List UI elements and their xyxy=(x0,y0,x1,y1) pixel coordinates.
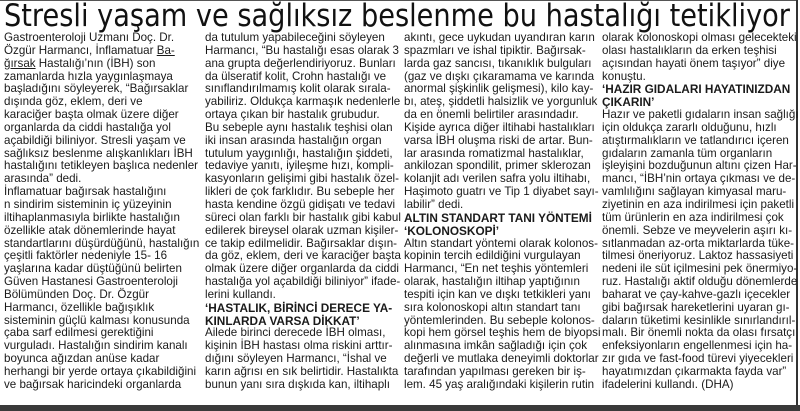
text-line: labilir” dedi. xyxy=(404,197,464,211)
text-line: tedaviye yanıtı, iyileşme hızı, kompli- xyxy=(205,159,394,173)
text-line: çaba sarf edilmesi gerektiğini xyxy=(4,326,154,340)
text-line: karın ağrısı en sık belirtidir. Hastalıkta xyxy=(205,364,399,378)
text-line: da ülseratif kolit, Crohn hastalığı ve xyxy=(205,69,387,83)
text-line: Kişide ayrıca diğer iltihabi hastalıkları xyxy=(404,120,595,134)
text-line: gıdaların zamanla tüm organların xyxy=(602,146,773,160)
text-line: özellikle atak dönemlerinde hayat xyxy=(4,223,176,237)
text-line: olarak, hastalığın iltihap yaptığının xyxy=(404,275,580,289)
text-line: nedeni ile süt içilmesini pek önermiyo- xyxy=(602,262,798,276)
text-line: için oldukça zararlı olduğunu, hızlı xyxy=(602,120,777,134)
text-line: bı, ateş, şiddetli halsizlik ve yorgunluk xyxy=(404,95,598,109)
text-line: kolanjit adı verilen safra yolu iltihabı, xyxy=(404,172,591,186)
text-line: da en önemli belirtiler arasındadır. xyxy=(404,108,579,122)
text-line: spazmları ve ishal tipiktir. Bağırsak- xyxy=(404,43,586,57)
text-line: edilerek bireysel olarak uzman kişiler- xyxy=(205,223,399,237)
text-line: ce takip edilmelidir. Bağırsaklar dışın- xyxy=(205,236,398,250)
text-segment: KINLARDA VARSA DİKKAT’ xyxy=(205,313,360,328)
text-line: zamanlarda hızla yaygınlaşmaya xyxy=(4,69,173,83)
text-line: sağlıksız beslenme alışkanlıkları İBH xyxy=(4,146,193,160)
text-line: malı. Bir önemli nokta da olası fırsatçı xyxy=(602,326,796,340)
text-line: herhangi bir yerde ortaya çıkabildiğini xyxy=(4,364,197,378)
text-line: vurguladı. Hastalığın sindirim kanalı xyxy=(4,339,188,353)
text-line: sıtlanmadan az-orta miktarlarda tüke- xyxy=(602,236,795,250)
text-line: larda gaz sancısı, tıkanıklık bulguları xyxy=(404,56,592,70)
text-segment: Gastroenteroloji Uzmanı Doç. Dr. xyxy=(4,31,175,44)
subheading-line xyxy=(404,225,600,238)
text-line: hasta kendine özgü gidişatı ve tedavi xyxy=(205,197,396,211)
text-line: da göz, eklem, deri ve karaciğer başta xyxy=(205,249,401,263)
headline xyxy=(4,0,792,34)
text-line: tarafından yapılması gereken bir iş- xyxy=(404,364,586,378)
text-line: kopinin tercih edildiğini vurgulayan xyxy=(404,249,581,263)
clipping-border-bottom xyxy=(0,405,800,411)
text-line: (gaz ve dışkı çıkaramama ve karında xyxy=(404,69,595,83)
text-line: ankilozan spondilit, primer sklerozan xyxy=(404,159,591,173)
text-line: likleri de çok farklıdır. Bu sebeple her xyxy=(205,185,395,199)
text-line: enfeksiyonların engellenmesi için ha- xyxy=(602,339,793,353)
text-line: başladığını söyleyerek, “Bağırsaklar xyxy=(4,82,189,96)
text-segment: ALTIN STANDART TANI YÖNTEMİ xyxy=(404,210,592,225)
text-line: önemli. Sebze ve meyvelerin aşırı kı- xyxy=(602,223,793,237)
text-line: gibi bağırsak hareketlerini uyaran gı- xyxy=(602,300,790,314)
text-line: yabiliriz. Oldukça karmaşık nedenlerle xyxy=(205,95,401,109)
text-line: akıntı, gece uykudan uyandıran karın xyxy=(404,31,595,44)
text-segment: Özgür Harmancı, İnflamatuar xyxy=(4,43,157,57)
text-line: baharat ve çay-kahve-gazlı içecekler xyxy=(602,287,791,301)
text-line: karaciğer başta olmak üzere diğer xyxy=(4,108,179,122)
article-column-1 xyxy=(4,32,200,392)
text-line: ziyetinin en aza indirilmesi için paketli xyxy=(602,197,795,211)
text-line: iltihaplanmasıyla birlikte hastalığın xyxy=(4,210,180,224)
text-line: Harmancı, özellikle bağışıklık xyxy=(4,300,155,314)
text-line: Altın standart yöntemi olarak kolonos- xyxy=(404,236,598,250)
text-segment: ÇIKARIN’ xyxy=(602,95,655,110)
text-line: sisteminin güçlü kalması konusunda xyxy=(4,313,190,327)
text-line: tüm ürünlerin en aza indirilmesi çok xyxy=(602,210,784,224)
text-line: da tutulum yapabileceğini söyleyen xyxy=(205,31,385,44)
text-line: ve bağırsak haricindeki organlarda xyxy=(4,377,182,391)
text-line: hastalığını tetikleyen başlıca nedenler xyxy=(4,159,198,173)
text-line: sıra kolonoskopi altın standart tanı xyxy=(404,300,581,314)
underlined-text: ğırsak xyxy=(4,56,36,70)
text-line: ortaya çıkan bir hastalık grubudur. xyxy=(205,108,380,122)
text-line: konuştu. xyxy=(602,69,646,83)
article-column-2 xyxy=(205,32,401,392)
text-line: süreci olan farklı bir hastalık gibi kabul xyxy=(205,210,401,224)
text-line: lerini kullandı. xyxy=(205,287,276,301)
text-line: alınmasına imkân sağladığı için çok xyxy=(404,339,588,353)
text-line: dığını söyleyen Harmancı, “İshal ve xyxy=(205,352,387,366)
text-line: Hazır ve paketli gıdaların insan sağlığı xyxy=(602,108,799,122)
text-line: Ailede birinci derecede İBH olması, xyxy=(205,326,386,340)
text-line: olmak üzere diğer organlarda da ciddi xyxy=(205,262,399,276)
text-segment: ‘HASTALIK, BİRİNCİ DERECE YA- xyxy=(205,300,393,315)
text-line: Haşimoto guatrı ve Tip 1 diyabet sayı- xyxy=(404,185,599,199)
text-line: ifadelerini kullandı. (DHA) xyxy=(602,377,734,391)
text-line: n sindirim sisteminin iç yüzeyinin xyxy=(4,197,172,211)
text-line: tutulum yaygınlığı, hastalığın şiddeti, xyxy=(205,146,393,160)
text-line: zır gıda ve fast-food türevi yiyecekleri xyxy=(602,352,794,366)
article-column-3 xyxy=(404,32,600,392)
text-line: olası hastalıkların da erken teşhisi xyxy=(602,43,777,57)
underlined-text: Ba- xyxy=(156,43,175,57)
text-line: ana grupta değerlendiriyoruz. Bunları xyxy=(205,56,396,70)
text-line: mancı, “İBH’nin ortaya çıkması ve de- xyxy=(602,172,796,186)
text-line: hayatımızdan çıkarmakta fayda var” xyxy=(602,364,787,378)
text-line: yaşlarına kadar düştüğünü belirten xyxy=(4,262,182,276)
text-line: Bu sebeple aynı hastalık teşhisi olan xyxy=(205,120,393,134)
text-line: işleyişini bozduğunun altını çizen Har- xyxy=(602,159,797,173)
text-line: Harmancı, “En net teşhis yöntemleri xyxy=(404,262,589,276)
headline-text: Stresli yaşam ve sağlıksız beslenme bu hastalığı tetikliyor xyxy=(4,0,791,34)
text-line: kişinin İBH hastası olma riskini arttır- xyxy=(205,339,393,353)
text-line: kasyonların gelişimi gibi hastalık özel- xyxy=(205,172,399,186)
text-line: hastalığa yol açabildiği biliniyor” ifade- xyxy=(205,275,401,289)
text-line: lem. 45 yaş aralığındaki kişilerin rutin xyxy=(404,377,595,391)
article-column-4 xyxy=(602,32,798,392)
text-line: olarak kolonoskopi olması gelecekteki xyxy=(602,31,797,44)
text-segment: Hastalığı’nın (İBH) son xyxy=(35,56,156,70)
text-line: vamlılığını sağlayan kimyasal maru- xyxy=(602,185,787,199)
text-line xyxy=(4,58,200,71)
text-line: Bölümünden Doç. Dr. Özgür xyxy=(4,287,149,301)
text-line: Güven Hastanesi Gastroenteroloji xyxy=(4,275,178,289)
text-line: dışında göz, eklem, deri ve xyxy=(4,95,143,109)
text-line: arasında” dedi. xyxy=(4,172,82,186)
text-line: ruz. Hastalığı aktif olduğu dönemlerde xyxy=(602,275,798,289)
text-line: açısından hayati önem taşıyor” diye xyxy=(602,56,786,70)
text-line: anormal şişkinlik gelişmesi), kilo kay- xyxy=(404,82,594,96)
text-line: Harmancı, “Bu hastalığı esas olarak 3 xyxy=(205,43,399,57)
text-line: standartlarını düşürdüğünü, hastalığın xyxy=(4,236,200,250)
text-line: lar arasında romatizmal hastalıklar, xyxy=(404,146,584,160)
text-line: açabildiği biliniyor. Stresli yaşam ve xyxy=(4,133,186,147)
text-line: bunun yanı sıra dışkıda kan, iltihaplı xyxy=(205,377,390,391)
text-line: atıştırmalıkların ve tatlandırıcı içeren xyxy=(602,133,789,147)
text-segment: ‘KOLONOSKOPİ’ xyxy=(404,223,500,238)
text-line: boyunca ağızdan anüse kadar xyxy=(4,352,160,366)
text-line: değerli ve mutlaka deneyimli doktorlar xyxy=(404,352,599,366)
text-segment: ‘HAZIR GIDALARI HAYATINIZDAN xyxy=(602,82,791,97)
text-line: daların tüketimi kesinlikle sınırlandırıl- xyxy=(602,313,796,327)
text-line: varsa İBH oluşma riski de artar. Bun- xyxy=(404,133,593,147)
text-line: yöntemlerinden. Bu sebeple kolonos- xyxy=(404,313,595,327)
text-line: organlarda da ciddi hastalığa yol xyxy=(4,120,171,134)
text-line: tespiti için kan ve dışkı tetkikleri yanı xyxy=(404,287,591,301)
text-line: iki insan arasında hastalığın organ xyxy=(205,133,382,147)
text-line: kopi hem görsel teşhis hem de biyopsi xyxy=(404,326,601,340)
text-line: çeşitli faktörler nedeniyle 15- 16 xyxy=(4,249,168,263)
text-line: İnflamatuar bağırsak hastalığını xyxy=(4,185,167,199)
text-line: sınıflandırılmamış kolit olarak sırala- xyxy=(205,82,391,96)
text-line: tilmesi öneriyoruz. Laktoz hassasiyeti xyxy=(602,249,794,263)
